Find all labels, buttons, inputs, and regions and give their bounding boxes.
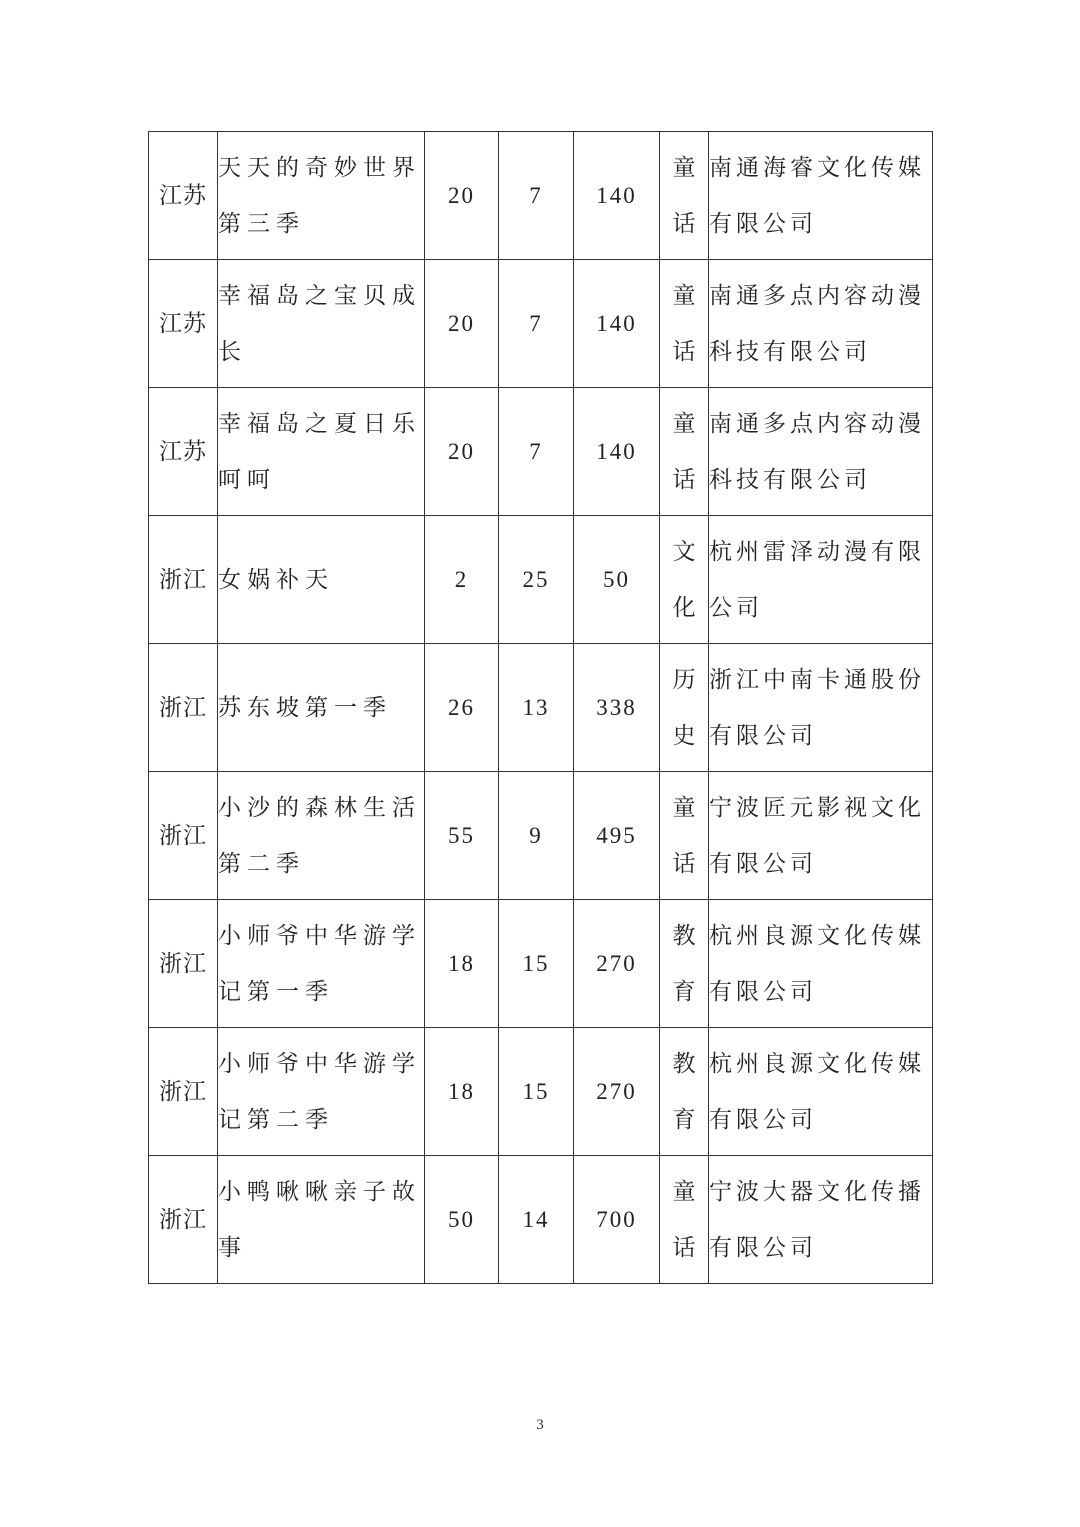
cell-minutes-each: 25 — [499, 516, 574, 644]
cell-title: 天天的奇妙世界第三季 — [218, 132, 425, 260]
cell-province: 江苏 — [149, 388, 218, 516]
cell-company: 杭州雷泽动漫有限公司 — [709, 516, 933, 644]
cell-province: 浙江 — [149, 516, 218, 644]
cell-episodes: 55 — [425, 772, 499, 900]
cell-minutes-each: 7 — [499, 260, 574, 388]
type-label: 童话 — [672, 794, 696, 877]
cell-province: 浙江 — [149, 644, 218, 772]
cell-episodes: 26 — [425, 644, 499, 772]
cell-province: 江苏 — [149, 132, 218, 260]
cell-minutes-each: 13 — [499, 644, 574, 772]
cell-total-minutes: 140 — [574, 132, 660, 260]
type-label: 教育 — [672, 1050, 696, 1133]
cell-minutes-each: 15 — [499, 1028, 574, 1156]
table-row — [149, 644, 933, 772]
cell-province: 浙江 — [149, 900, 218, 1028]
type-label: 童话 — [672, 410, 696, 493]
cell-episodes: 20 — [425, 132, 499, 260]
cell-company: 杭州良源文化传媒有限公司 — [709, 1028, 933, 1156]
table-row — [149, 1156, 933, 1284]
cell-minutes-each: 14 — [499, 1156, 574, 1284]
cell-episodes: 50 — [425, 1156, 499, 1284]
cell-title: 小师爷中华游学记第一季 — [218, 900, 425, 1028]
page-number: 3 — [536, 1417, 544, 1433]
cell-title: 小鸭啾啾亲子故事 — [218, 1156, 425, 1284]
cell-total-minutes: 140 — [574, 388, 660, 516]
type-label: 历史 — [672, 666, 696, 749]
cell-minutes-each: 7 — [499, 132, 574, 260]
cell-total-minutes: 495 — [574, 772, 660, 900]
cell-province: 浙江 — [149, 1028, 218, 1156]
cell-title: 幸福岛之夏日乐呵呵 — [218, 388, 425, 516]
cell-title: 幸福岛之宝贝成长 — [218, 260, 425, 388]
cell-minutes-each: 15 — [499, 900, 574, 1028]
cell-province: 浙江 — [149, 1156, 218, 1284]
table-row — [149, 900, 933, 1028]
cell-type — [660, 644, 709, 772]
cell-minutes-each: 7 — [499, 388, 574, 516]
type-label: 童话 — [672, 1178, 696, 1261]
cell-province: 江苏 — [149, 260, 218, 388]
cell-episodes: 20 — [425, 260, 499, 388]
cell-type — [660, 260, 709, 388]
type-label: 教育 — [672, 922, 696, 1005]
cell-title: 女娲补天 — [218, 516, 425, 644]
cell-company: 杭州良源文化传媒有限公司 — [709, 900, 933, 1028]
cell-total-minutes: 140 — [574, 260, 660, 388]
table-row — [149, 516, 933, 644]
cell-type — [660, 388, 709, 516]
type-label: 文化 — [672, 538, 696, 621]
cell-episodes: 18 — [425, 900, 499, 1028]
cell-company: 宁波大器文化传播有限公司 — [709, 1156, 933, 1284]
cell-type — [660, 516, 709, 644]
cell-province: 浙江 — [149, 772, 218, 900]
table-row — [149, 772, 933, 900]
cell-episodes: 2 — [425, 516, 499, 644]
table-row — [149, 260, 933, 388]
cell-type — [660, 772, 709, 900]
cell-type — [660, 900, 709, 1028]
cell-minutes-each: 9 — [499, 772, 574, 900]
cell-title: 小沙的森林生活第二季 — [218, 772, 425, 900]
cell-total-minutes: 338 — [574, 644, 660, 772]
cell-company: 宁波匠元影视文化有限公司 — [709, 772, 933, 900]
table-row — [149, 388, 933, 516]
cell-type — [660, 132, 709, 260]
cell-total-minutes: 270 — [574, 900, 660, 1028]
table-row — [149, 132, 933, 260]
table-body — [149, 132, 933, 1284]
cell-company: 浙江中南卡通股份有限公司 — [709, 644, 933, 772]
type-label: 童话 — [672, 154, 696, 237]
cell-company: 南通多点内容动漫科技有限公司 — [709, 388, 933, 516]
cell-company: 南通多点内容动漫科技有限公司 — [709, 260, 933, 388]
animation-listing-table — [148, 131, 933, 1284]
cell-type — [660, 1156, 709, 1284]
table-row — [149, 1028, 933, 1156]
type-label: 童话 — [672, 282, 696, 365]
cell-type — [660, 1028, 709, 1156]
cell-company: 南通海睿文化传媒有限公司 — [709, 132, 933, 260]
cell-episodes: 18 — [425, 1028, 499, 1156]
cell-title: 苏东坡第一季 — [218, 644, 425, 772]
cell-title: 小师爷中华游学记第二季 — [218, 1028, 425, 1156]
cell-total-minutes: 700 — [574, 1156, 660, 1284]
cell-total-minutes: 50 — [574, 516, 660, 644]
cell-episodes: 20 — [425, 388, 499, 516]
cell-total-minutes: 270 — [574, 1028, 660, 1156]
